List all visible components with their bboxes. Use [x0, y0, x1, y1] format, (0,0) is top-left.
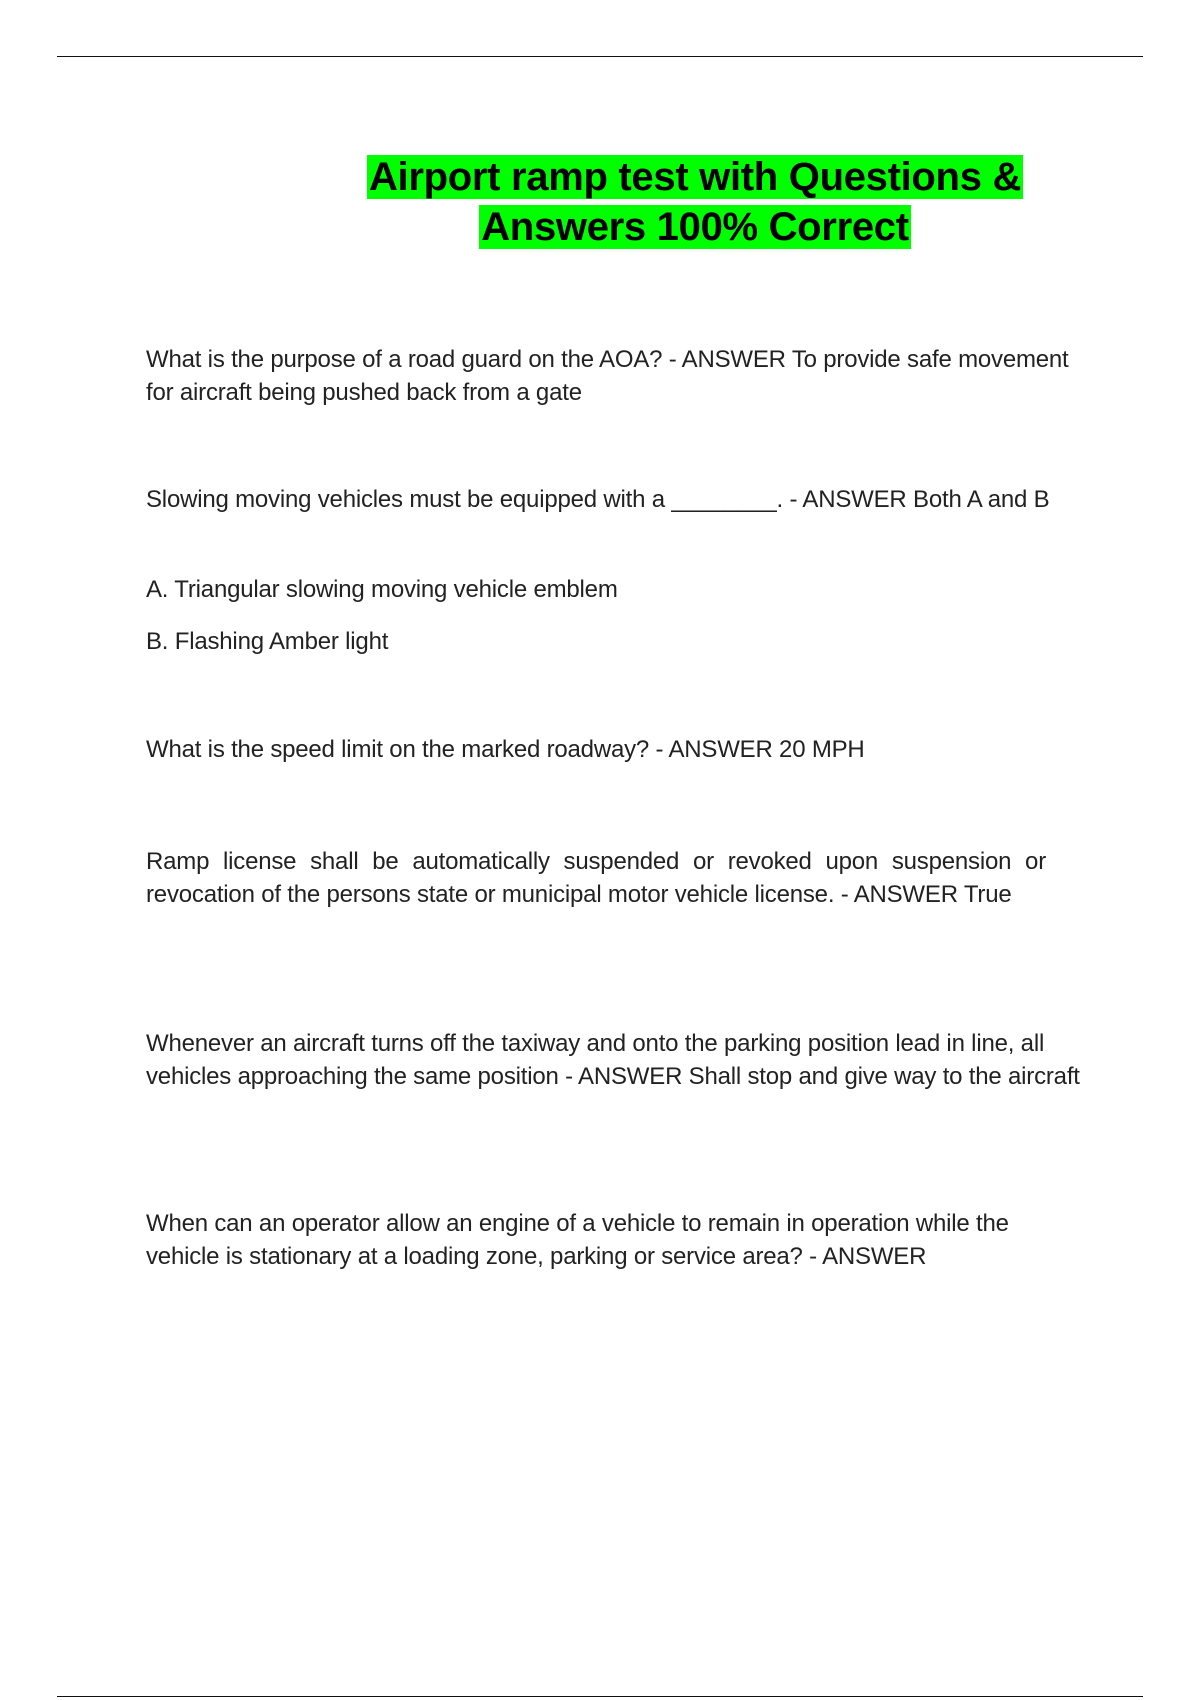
question-aircraft-turns: Whenever an aircraft turns off the taxiway and onto the parking position lead in line, all vehicles approaching the same position - ANSWER Shall stop and give way to the aircraft	[146, 1030, 1080, 1090]
question-slow-vehicles: Slowing moving vehicles must be equipped with a ________. - ANSWER Both A and B	[146, 486, 1050, 513]
option-b: B. Flashing Amber light	[146, 628, 389, 655]
title-line-1: Airport ramp test with Questions &	[368, 155, 1022, 199]
header-rule	[57, 56, 1143, 57]
question-ramp-license: Ramp license shall be automatically suspended or revoked upon suspension or revocation of the persons state or municipal motor vehicle license. - ANSWER True	[146, 848, 1046, 908]
document-title	[330, 152, 1060, 252]
question-road-guard: What is the purpose of a road guard on the AOA? - ANSWER To provide safe movement for aircraft being pushed back from a gate	[146, 346, 1069, 406]
title-line-2: Answers 100% Correct	[481, 205, 909, 249]
question-engine-operation: When can an operator allow an engine of a vehicle to remain in operation while the vehicle is stationary at a loading zone, parking or service area? - ANSWER	[146, 1210, 1009, 1270]
footer-rule	[57, 1696, 1143, 1697]
question-speed-limit: What is the speed limit on the marked roadway? - ANSWER 20 MPH	[146, 736, 865, 763]
option-a: A. Triangular slowing moving vehicle emblem	[146, 576, 618, 603]
